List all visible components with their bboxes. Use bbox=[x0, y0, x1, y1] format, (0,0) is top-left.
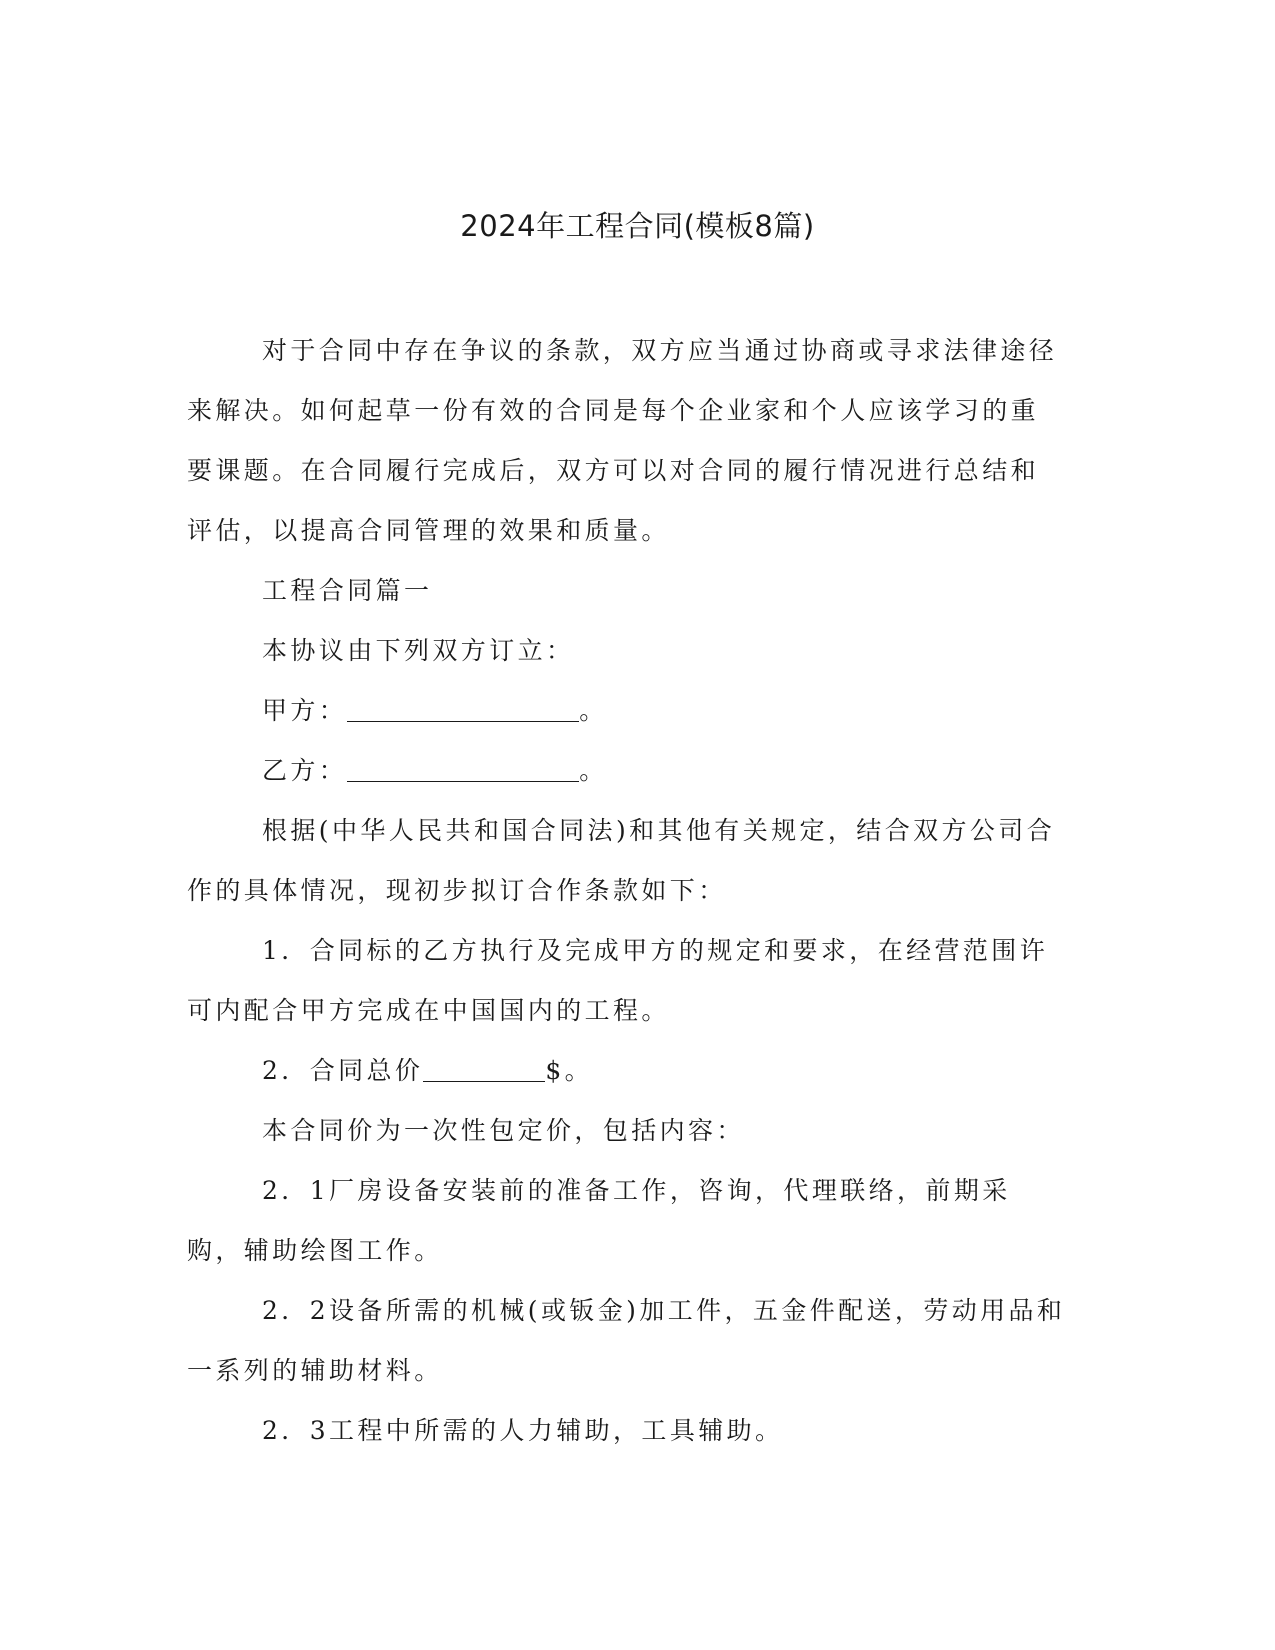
basis-paragraph: 根据(中华人民共和国合同法)和其他有关规定，结合双方公司合作的具体情况，现初步拟订合作条款如下： bbox=[187, 816, 1056, 905]
party-b-blank[interactable] bbox=[347, 755, 579, 782]
party-b-line bbox=[187, 741, 1067, 801]
party-a-label: 甲方： bbox=[262, 696, 348, 725]
contract-price-blank[interactable] bbox=[423, 1055, 545, 1082]
document-body bbox=[187, 321, 1067, 1461]
intro-paragraph: 对于合同中存在争议的条款，双方应当通过协商或寻求法律途径来解决。如何起草一份有效的合同是每个企业家和个人应该学习的重要课题。在合同履行完成后，双方可以对合同的履行情况进行总结和评估，以提高合同管理的效果和质量。 bbox=[187, 336, 1058, 545]
clause-2-2: 2．2设备所需的机械(或钣金)加工件，五金件配送，劳动用品和一系列的辅助材料。 bbox=[187, 1296, 1066, 1385]
party-b-end: 。 bbox=[579, 756, 608, 785]
party-a-line bbox=[187, 681, 1067, 741]
price-note: 本合同价为一次性包定价，包括内容： bbox=[262, 1116, 745, 1145]
clause-2-1: 2．1厂房设备安装前的准备工作，咨询，代理联络，前期采购，辅助绘图工作。 bbox=[187, 1176, 1011, 1265]
party-b-label: 乙方： bbox=[262, 756, 348, 785]
party-a-end: 。 bbox=[579, 696, 608, 725]
party-a-blank[interactable] bbox=[347, 695, 579, 722]
agreement-line: 本协议由下列双方订立： bbox=[262, 636, 575, 665]
document-title: 2024年工程合同(模板8篇) bbox=[460, 209, 815, 243]
clause-1: 1．合同标的乙方执行及完成甲方的规定和要求，在经营范围许可内配合甲方完成在中国国内的工程。 bbox=[187, 936, 1049, 1025]
clause-2 bbox=[187, 1041, 1067, 1101]
clause-2-3: 2．3工程中所需的人力辅助，工具辅助。 bbox=[262, 1416, 784, 1445]
clause-2-label: 2．合同总价 bbox=[262, 1056, 424, 1085]
clause-2-suffix: $。 bbox=[545, 1056, 594, 1085]
section-heading: 工程合同篇一 bbox=[262, 576, 433, 605]
